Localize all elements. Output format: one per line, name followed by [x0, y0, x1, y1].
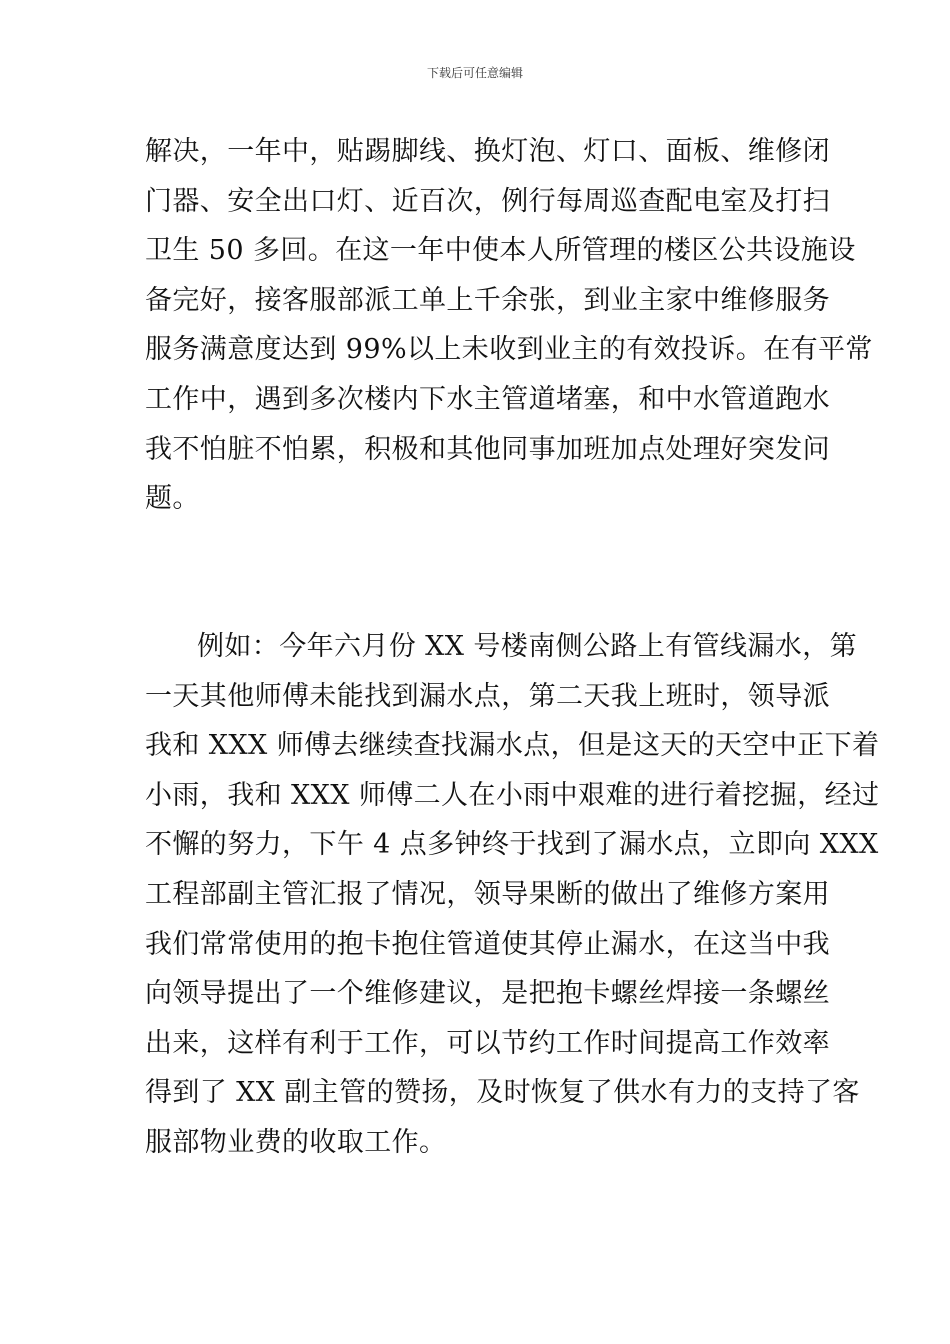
paragraph-line: 工作中，遇到多次楼内下水主管道堵塞，和中水管道跑水 [145, 383, 830, 415]
paragraph-line: 向领导提出了一个维修建议，是把抱卡螺丝焊接一条螺丝 [145, 978, 830, 1010]
paragraph-line: 门器、安全出口灯、近百次，例行每周巡查配电室及打扫 [145, 185, 830, 217]
paragraph-line: 工程部副主管汇报了情况，领导果断的做出了维修方案用 [145, 878, 830, 910]
paragraph-line: 一天其他师傅未能找到漏水点，第二天我上班时，领导派 [145, 680, 830, 712]
paragraph-line: 解决，一年中，贴踢脚线、换灯泡、灯口、面板、维修闭 [145, 136, 830, 167]
paragraph-line: 不懈的努力，下午 4 点多钟终于找到了漏水点，立即向 XXX [145, 829, 879, 861]
paragraph-line: 我们常常使用的抱卡抱住管道使其停止漏水，在这当中我 [145, 928, 830, 960]
paragraph-line: 出来，这样有利于工作，可以节约工作时间提高工作效率 [145, 1027, 830, 1059]
paragraph-line: 题。 [145, 483, 200, 515]
paragraph-line: 例如：今年六月份 XX 号楼南侧公路上有管线漏水，第 [197, 631, 858, 662]
paragraph-2 [145, 622, 880, 1168]
paragraph-line: 得到了 XX 副主管的赞扬，及时恢复了供水有力的支持了客 [145, 1077, 860, 1109]
paragraph-line: 服部物业费的收取工作。 [145, 1126, 447, 1158]
paragraph-line: 卫生 50 多回。在这一年中使本人所管理的楼区公共设施设 [145, 235, 856, 267]
paragraph-line: 服务满意度达到 99%以上未收到业主的有效投诉。在有平常 [145, 334, 873, 366]
paragraph-1 [145, 127, 873, 524]
paragraph-line: 我不怕脏不怕累，积极和其他同事加班加点处理好突发问 [145, 433, 830, 465]
page-header-note: 下载后可任意编辑 [426, 66, 523, 80]
paragraph-line: 小雨，我和 XXX 师傅二人在小雨中艰难的进行着挖掘，经过 [145, 779, 880, 811]
paragraph-line: 我和 XXX 师傅去继续查找漏水点，但是这天的天空中正下着 [145, 730, 880, 762]
paragraph-line: 备完好，接客服部派工单上千余张，到业主家中维修服务 [145, 284, 830, 316]
